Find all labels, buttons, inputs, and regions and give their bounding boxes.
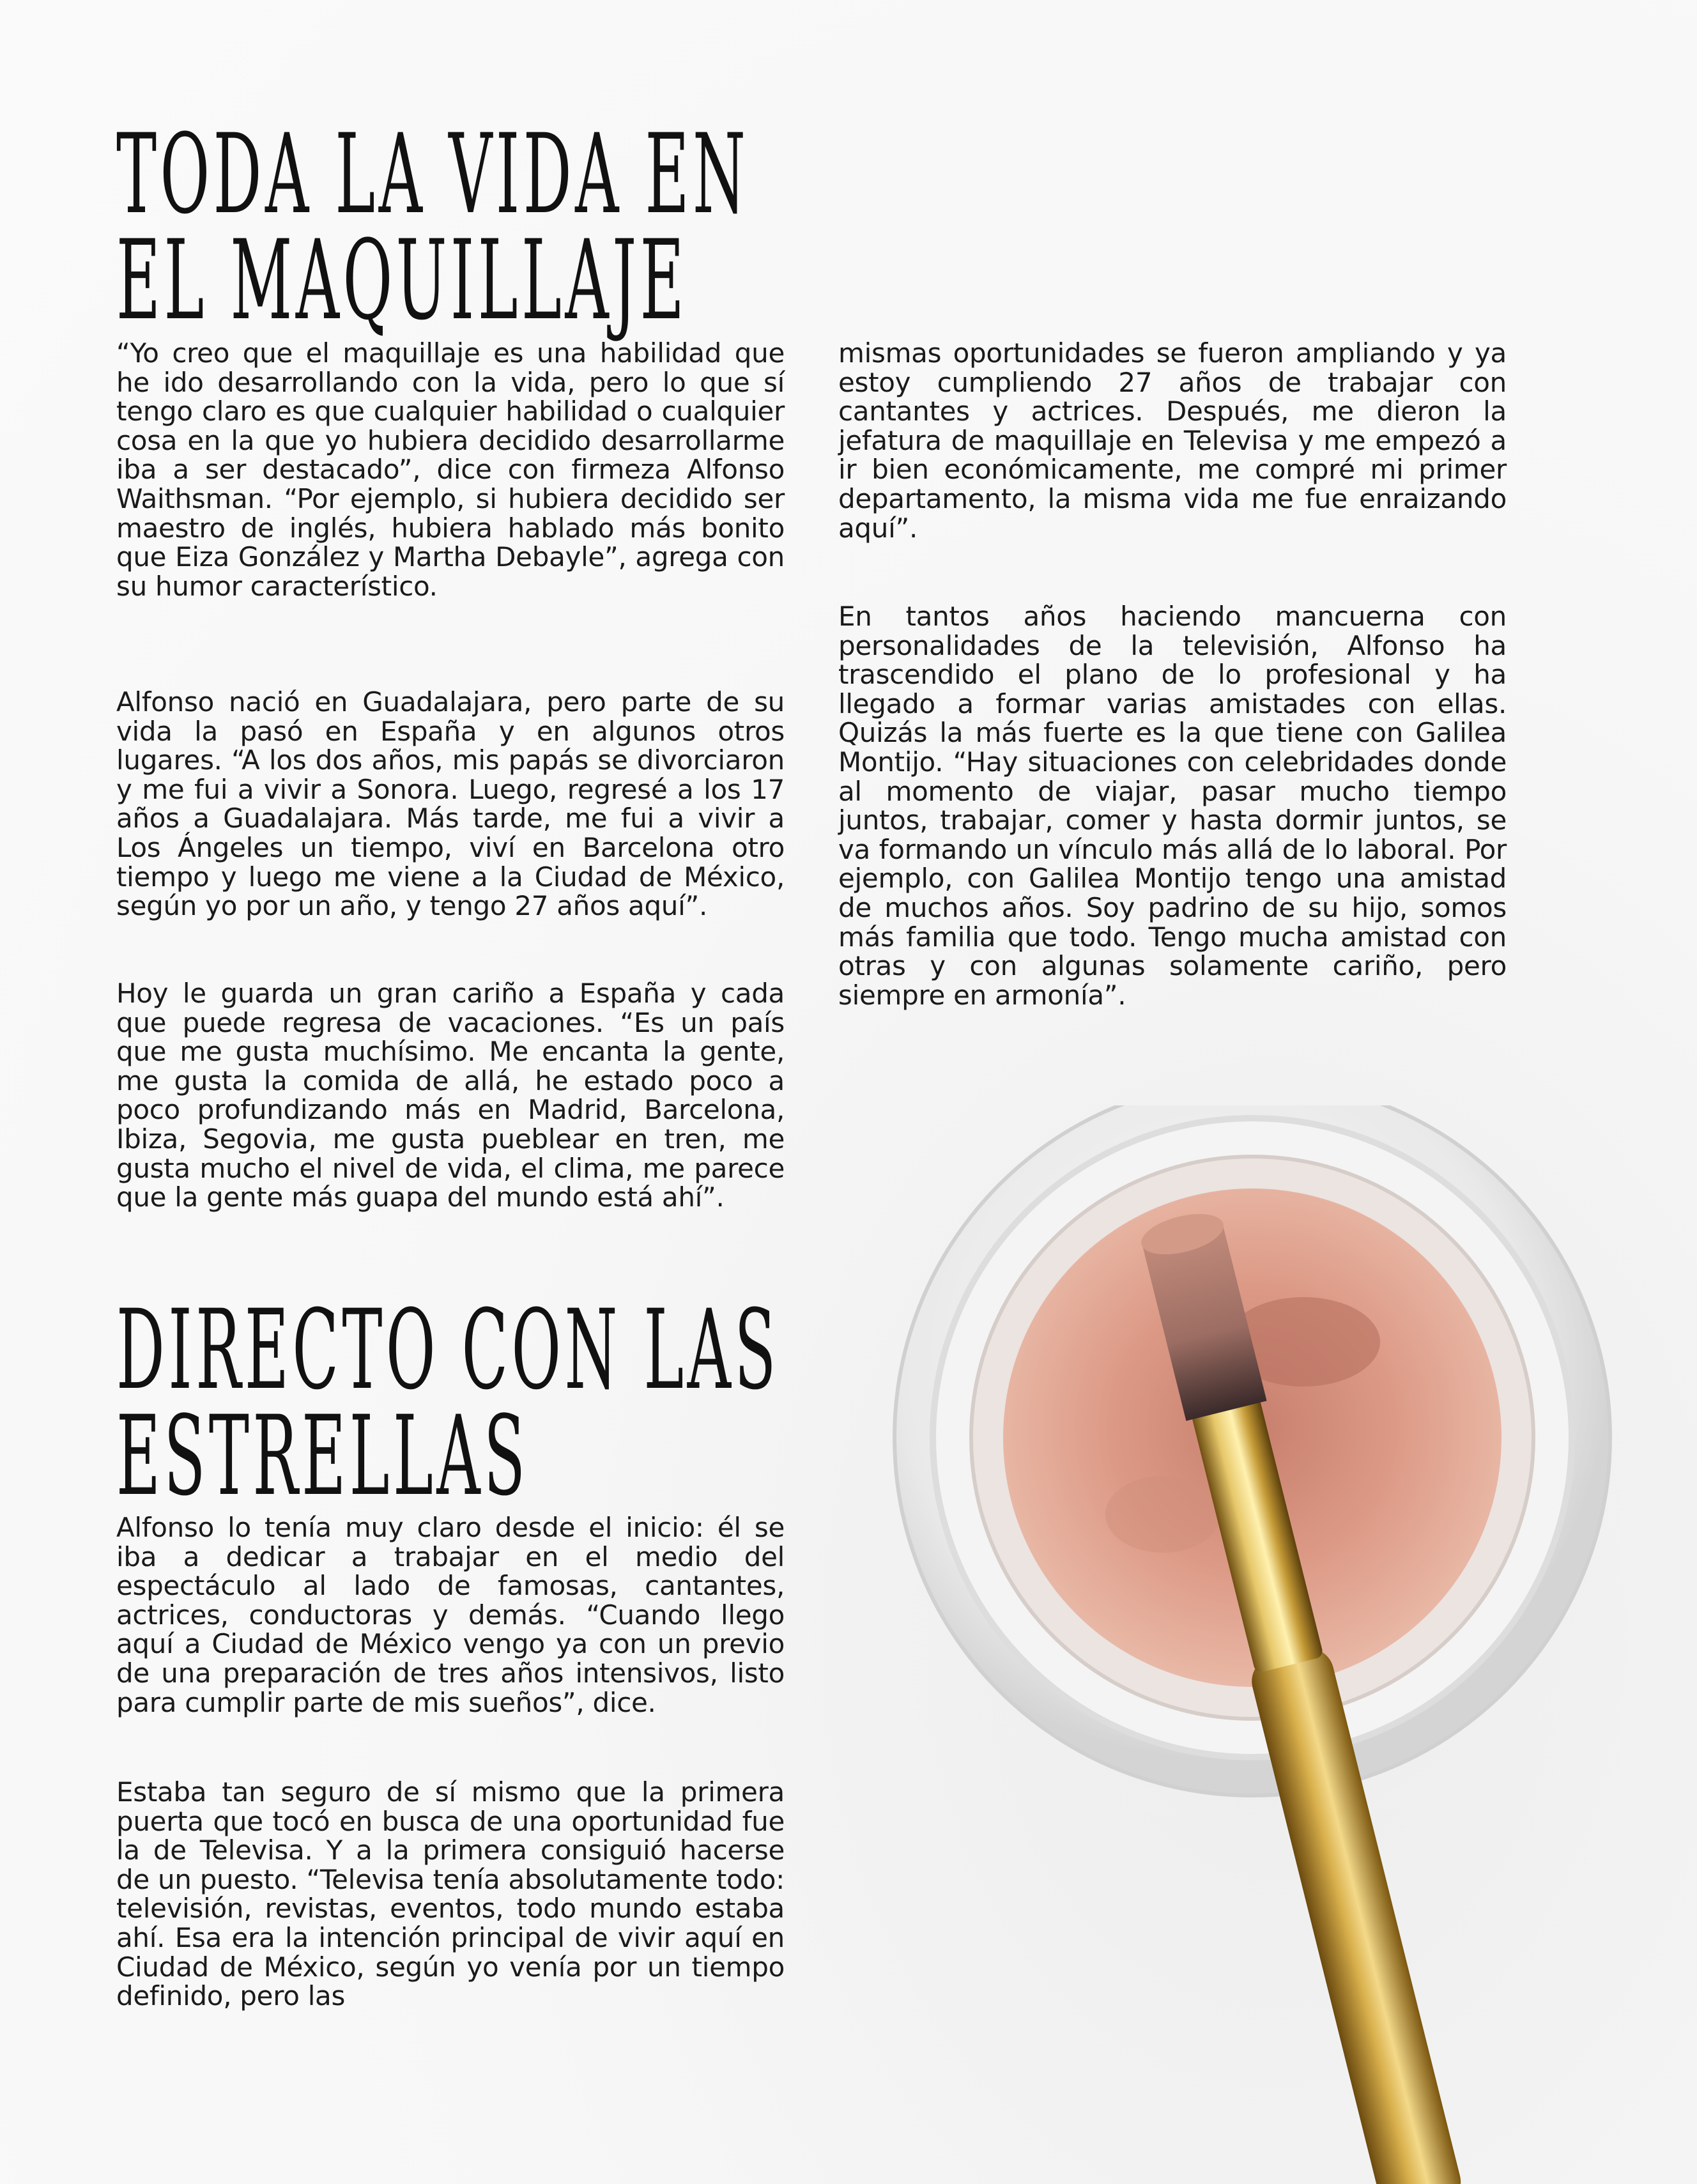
paragraph: En tantos años haciendo mancuerna con personalidades de la televisión, Alfonso ha trascendido el plano de lo profesional y ha llegado a formar varias amistades con ellas. Quizás la más fuerte es la que tiene con Galilea Montijo. “Hay situaciones con celebridades donde al momento de viajar, pasar mucho tiempo juntos, trabajar, comer y hasta dormir juntos, se va formando un vínculo más allá de lo laboral. Por ejemplo, con Galilea Montijo tengo una amistad de muchos años. Soy padrino de su hijo, somos más familia que todo. Tengo mucha amistad con otras y con algunas solamente cariño, pero siempre en armonía”.	[838, 601, 1507, 1011]
section-title-maquillaje: TODA LA VIDA EN EL MAQUILLAJE	[116, 110, 749, 344]
paragraph: mismas oportunidades se fueron ampliando y ya estoy cumpliendo 27 años de trabajar con cantantes y actrices. Después, me dieron la jefatura de maquillaje en Televisa y me empezó a ir bien económicamente, me compré mi primer departamento, la misma vida me fue enraizando aquí”.	[838, 337, 1507, 544]
paragraph: “Yo creo que el maquillaje es una habilidad que he ido desarrollando con la vida, pero lo que sí tengo claro es que cualquier habilidad o cualquier cosa en la que yo hubiera decidido desarrollarme iba a ser destacado”, dice con firmeza Alfonso Waithsman. “Por ejemplo, si hubiera decidido ser maestro de inglés, hubiera hablado más bonito que Eiza González y Martha Debayle”, agrega con su humor característico.	[116, 337, 785, 602]
section-title-estrellas: DIRECTO CON LAS ESTRELLAS	[116, 1286, 779, 1520]
makeup-powder-photo	[779, 1105, 1697, 2184]
paragraph: Estaba tan seguro de sí mismo que la primera puerta que tocó en busca de una oportunidad fue la de Televisa. Y a la primera consiguió hacerse de un puesto. “Televisa tenía absolutamente todo: televisión, revistas, eventos, todo mundo estaba ahí. Esa era la intención principal de vivir aquí en Ciudad de México, según yo venía por un tiempo definido, pero las	[116, 1776, 785, 2012]
paragraph: Hoy le guarda un gran cariño a España y cada que puede regresa de vacaciones. “Es un país que me gusta muchísimo. Me encanta la gente, me gusta la comida de allá, he estado poco a poco profundizando más en Madrid, Barcelona, Ibiza, Segovia, me gusta pueblear en tren, me gusta mucho el nivel de vida, el clima, me parece que la gente más guapa del mundo está ahí”.	[116, 978, 785, 1213]
paragraph: Alfonso nació en Guadalajara, pero parte de su vida la pasó en España y en algunos otros lugares. “A los dos años, mis papás se divorciaron y me fui a vivir a Sonora. Luego, regresé a los 17 años a Guadalajara. Más tarde, me fui a vivir a Los Ángeles un tiempo, viví en Barcelona otro tiempo y luego me viene a la Ciudad de México, según yo por un año, y tengo 27 años aquí”.	[116, 686, 785, 922]
paragraph: Alfonso lo tenía muy claro desde el inicio: él se iba a dedicar a trabajar en el medio del espectáculo al lado de famosas, cantantes, actrices, conductoras y demás. “Cuando llego aquí a Ciudad de México vengo ya con un previo de una preparación de tres años intensivos, listo para cumplir parte de mis sueños”, dice.	[116, 1512, 785, 1718]
